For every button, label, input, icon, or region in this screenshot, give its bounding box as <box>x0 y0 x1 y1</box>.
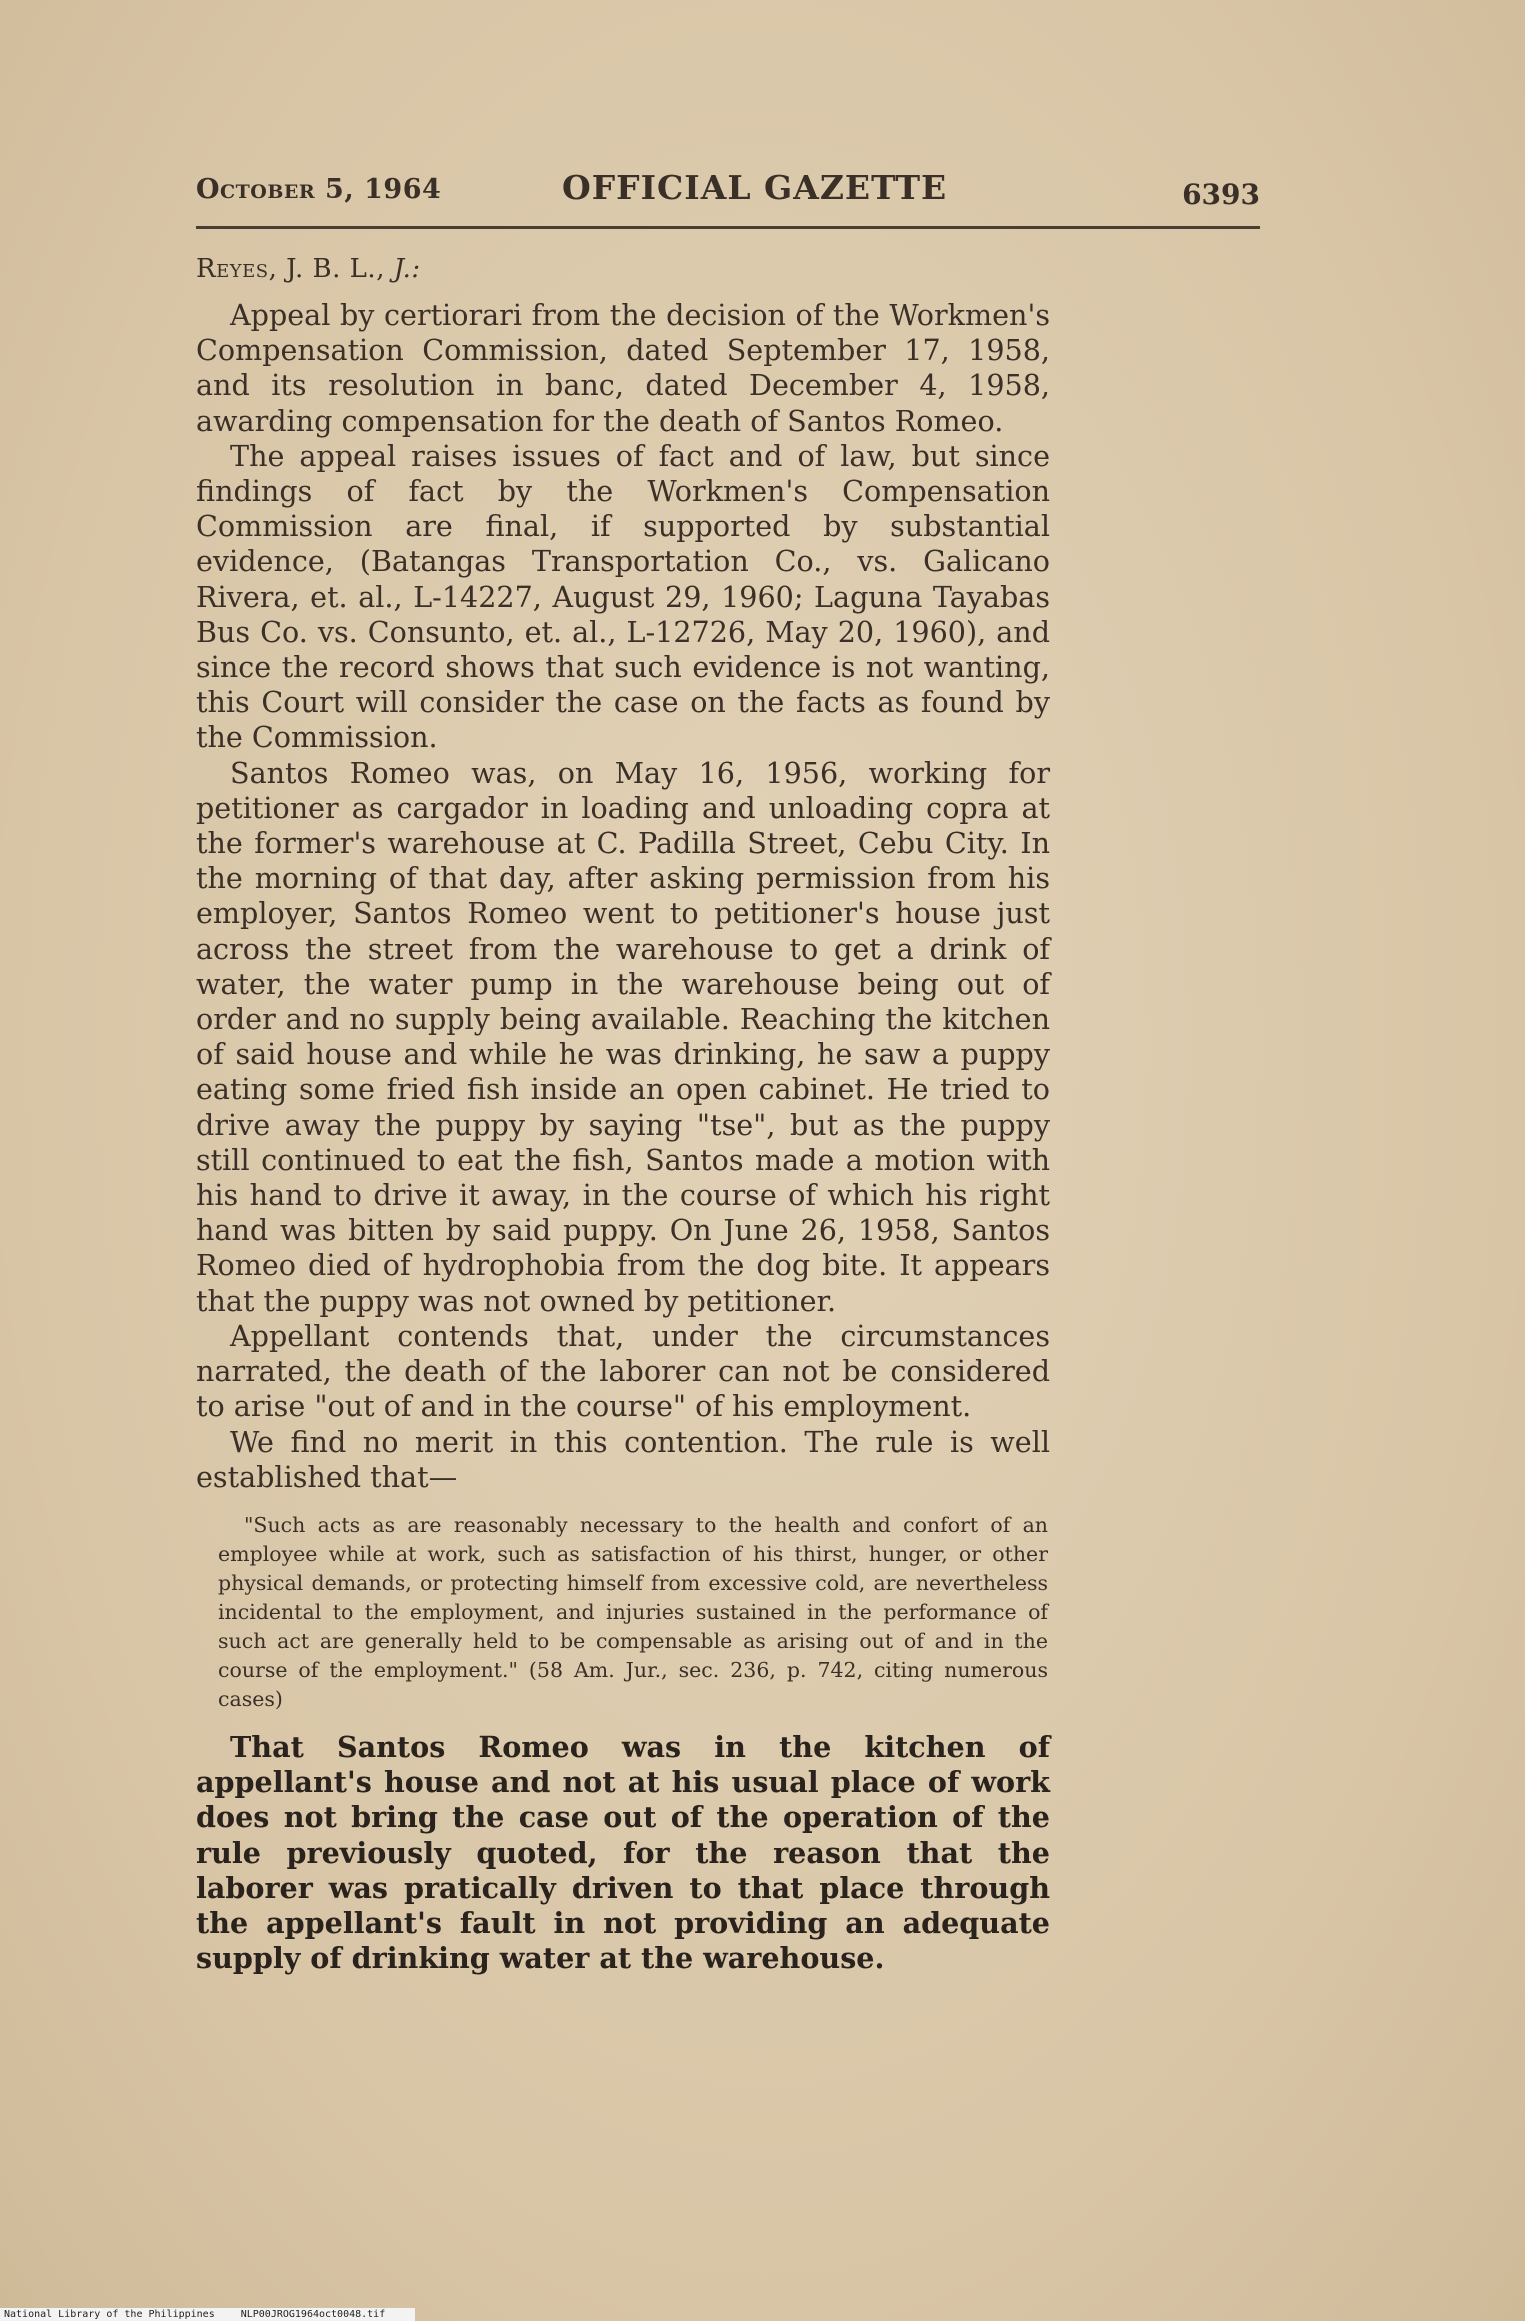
header-date: October 5, 1964 <box>196 174 442 205</box>
footer-file: NLP00JROG1964oct0048.tif <box>240 2309 386 2320</box>
paragraph: We find no merit in this contention. The rule is well established that— <box>196 1424 1050 1494</box>
paragraph: Appellant contends that, under the circumstances narrated, the death of the laborer can not be considered to arise "out of and in the course" of his employment. <box>196 1318 1050 1424</box>
paragraph: Appeal by certiorari from the decision of the Workmen's Compensation Commission, dated September 17, 1958, and its resolution in banc, dated December 4, 1958, awarding compensation for the death of Santos Romeo. <box>196 298 1050 438</box>
page-number: 6393 <box>1182 178 1260 211</box>
paragraph: The appeal raises issues of fact and of law, but since findings of fact by the Workmen's Compensation Commission are final, if supported by substantial evidence, (Batangas Transportation Co., vs. Galicano Rivera, et. al., L-14227, August 29, 1960; Laguna Tayabas Bus Co. vs. Consunto, et. al., L-12726, May 20, 1960), and since the record shows that such evidence is not wanting, this Court will consider the case on the facts as found by the Commission. <box>196 438 1050 755</box>
justice-suffix: J.: <box>393 254 421 284</box>
page-header <box>196 168 1260 218</box>
byline <box>196 254 421 284</box>
publication-title: OFFICIAL GAZETTE <box>562 168 948 207</box>
block-quote: "Such acts as are reasonably necessary to the health and confort of an employee while at work, such as satisfaction of his thirst, hunger, or other physical demands, or protecting himself from excessive cold, are nevertheless incidental to the employment, and injuries sustained in the performance of such act are generally held to be compensable as arising out of and in the course of the employment." (58 Am. Jur., sec. 236, p. 742, citing numerous cases) <box>218 1512 1048 1711</box>
final-paragraph: That Santos Romeo was in the kitchen of appellant's house and not at his usual place of work does not bring the case out of the operation of the rule previously quoted, for the reason that the laborer was pratically driven to that place through the appellant's fault in not providing an adequate supply of drinking water at the warehouse. <box>196 1729 1050 1976</box>
decision-body <box>196 298 1050 1976</box>
footer-source: National Library of the Philippines <box>4 2309 215 2320</box>
scan-footer <box>0 2308 415 2321</box>
justice-name: Reyes, J. B. L., <box>196 254 385 284</box>
paragraph: Santos Romeo was, on May 16, 1956, working for petitioner as cargador in loading and unloading copra at the former's warehouse at C. Padilla Street, Cebu City. In the morning of that day, after asking permission from his employer, Santos Romeo went to petitioner's house just across the street from the warehouse to get a drink of water, the water pump in the warehouse being out of order and no supply being available. Reaching the kitchen of said house and while he was drinking, he saw a puppy eating some fried fish inside an open cabinet. He tried to drive away the puppy by saying "tse", but as the puppy still continued to eat the fish, Santos made a motion with his hand to drive it away, in the course of which his right hand was bitten by said puppy. On June 26, 1958, Santos Romeo died of hydrophobia from the dog bite. It appears that the puppy was not owned by petitioner. <box>196 755 1050 1318</box>
header-rule <box>196 226 1260 229</box>
